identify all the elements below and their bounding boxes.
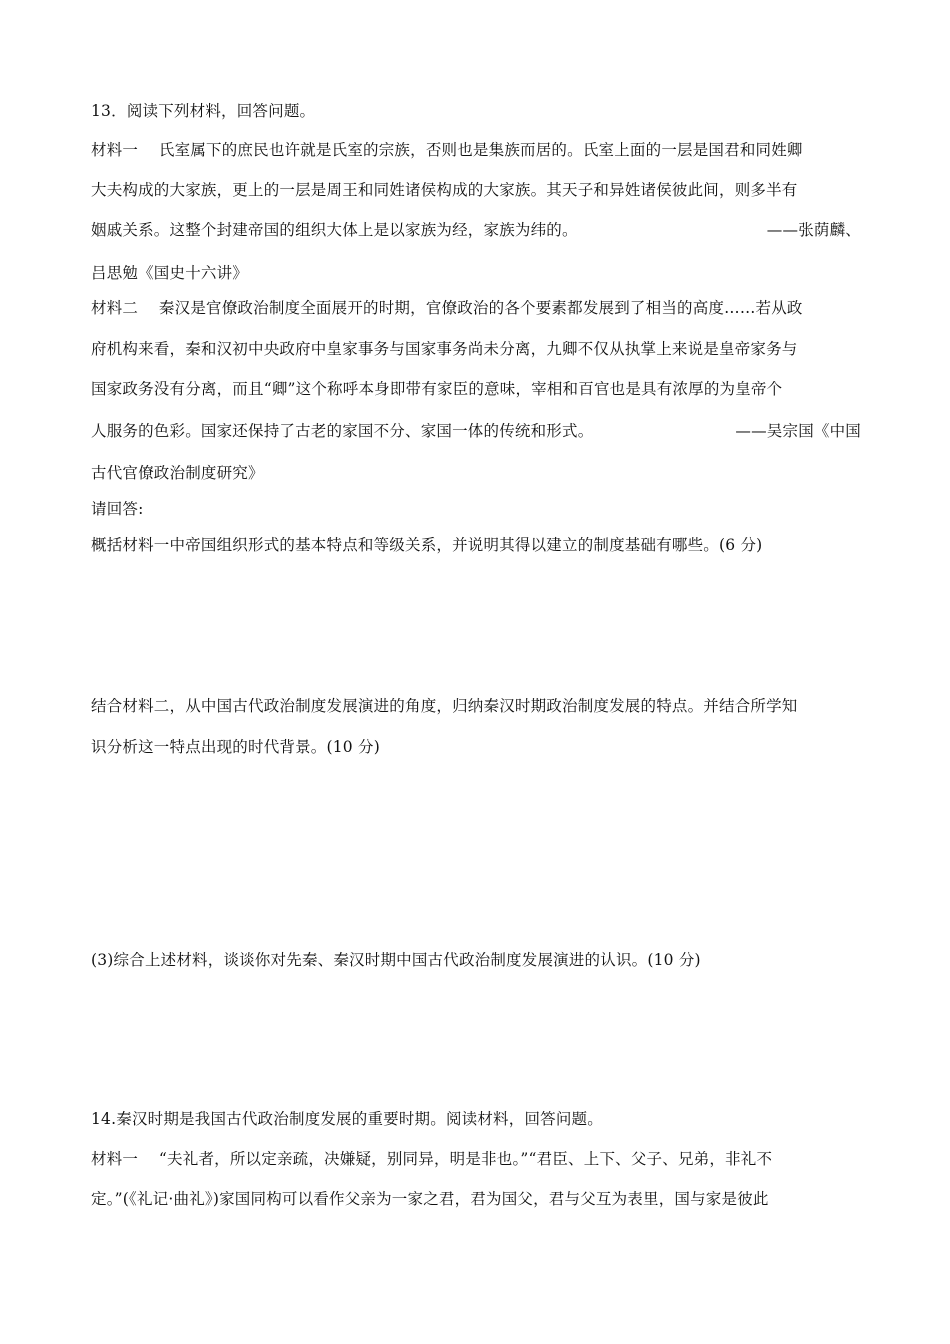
q13-material2-line2: 府机构来看，秦和汉初中央政府中皇家事务与国家事务尚未分离，九卿不仅从执掌上来说是皇帝家务与 (91, 340, 798, 358)
q13-question2-line1: 结合材料二，从中国古代政治制度发展演进的角度，归纳秦汉时期政治制度发展的特点。并结合所学知 (91, 697, 798, 715)
q13-material1-line3 (91, 220, 861, 240)
q14-material1-line2: 定。”(《礼记·曲礼》)家国同构可以看作父亲为一家之君，君为国父，君与父互为表里，国与家是彼此 (91, 1190, 769, 1208)
q13-material1-line1-text: 材料一 氏室属下的庶民也许就是氏室的宗族，否则也是集族而居的。氏室上面的一层是国君和同姓卿 (91, 141, 803, 159)
q13-question1: 概括材料一中帝国组织形式的基本特点和等级关系，并说明其得以建立的制度基础有哪些。(6 分) (91, 536, 763, 554)
q13-material1-line2: 大夫构成的大家族，更上的一层是周王和同姓诸侯构成的大家族。其天子和异姓诸侯彼此间，则多半有 (91, 181, 798, 199)
q14-heading: 14.秦汉时期是我国古代政治制度发展的重要时期。阅读材料，回答问题。 (91, 1110, 603, 1128)
q13-material2-line1: 材料二 秦汉是官僚政治制度全面展开的时期，官僚政治的各个要素都发展到了相当的高度……若从政 (91, 299, 803, 317)
q13-material1-source: ——张荫麟、 (766, 221, 861, 239)
q13-question2-line2: 识分析这一特点出现的时代背景。(10 分) (91, 738, 380, 756)
q14-material1-line1: 材料一 “夫礼者，所以定亲疏，决嫌疑，别同异，明是非也。”“君臣、上下、父子、兄弟，非礼不 (91, 1150, 773, 1168)
q13-material1-line3-text: 姻戚关系。这整个封建帝国的组织大体上是以家族为经，家族为纬的。 (91, 221, 578, 239)
q13-material2-line4 (91, 421, 861, 441)
q13-material2-line5: 古代官僚政治制度研究》 (91, 464, 264, 482)
q13-heading: 13．阅读下列材料，回答问题。 (91, 102, 316, 120)
q13-material2-source: ——吴宗国《中国 (735, 422, 861, 440)
q13-prompt: 请回答: (91, 500, 144, 518)
q13-material2-line3: 国家政务没有分离，而且“卿”这个称呼本身即带有家臣的意味，宰相和百官也是具有浓厚的为皇帝个 (91, 380, 783, 398)
q13-question3: (3)综合上述材料，谈谈你对先秦、秦汉时期中国古代政治制度发展演进的认识。(10 分) (91, 951, 701, 969)
q13-material2-line4-text: 人服务的色彩。国家还保持了古老的家国不分、家国一体的传统和形式。 (91, 422, 594, 440)
q13-material1-line4: 吕思勉《国史十六讲》 (91, 264, 249, 282)
q13-material1-line1 (91, 140, 861, 160)
